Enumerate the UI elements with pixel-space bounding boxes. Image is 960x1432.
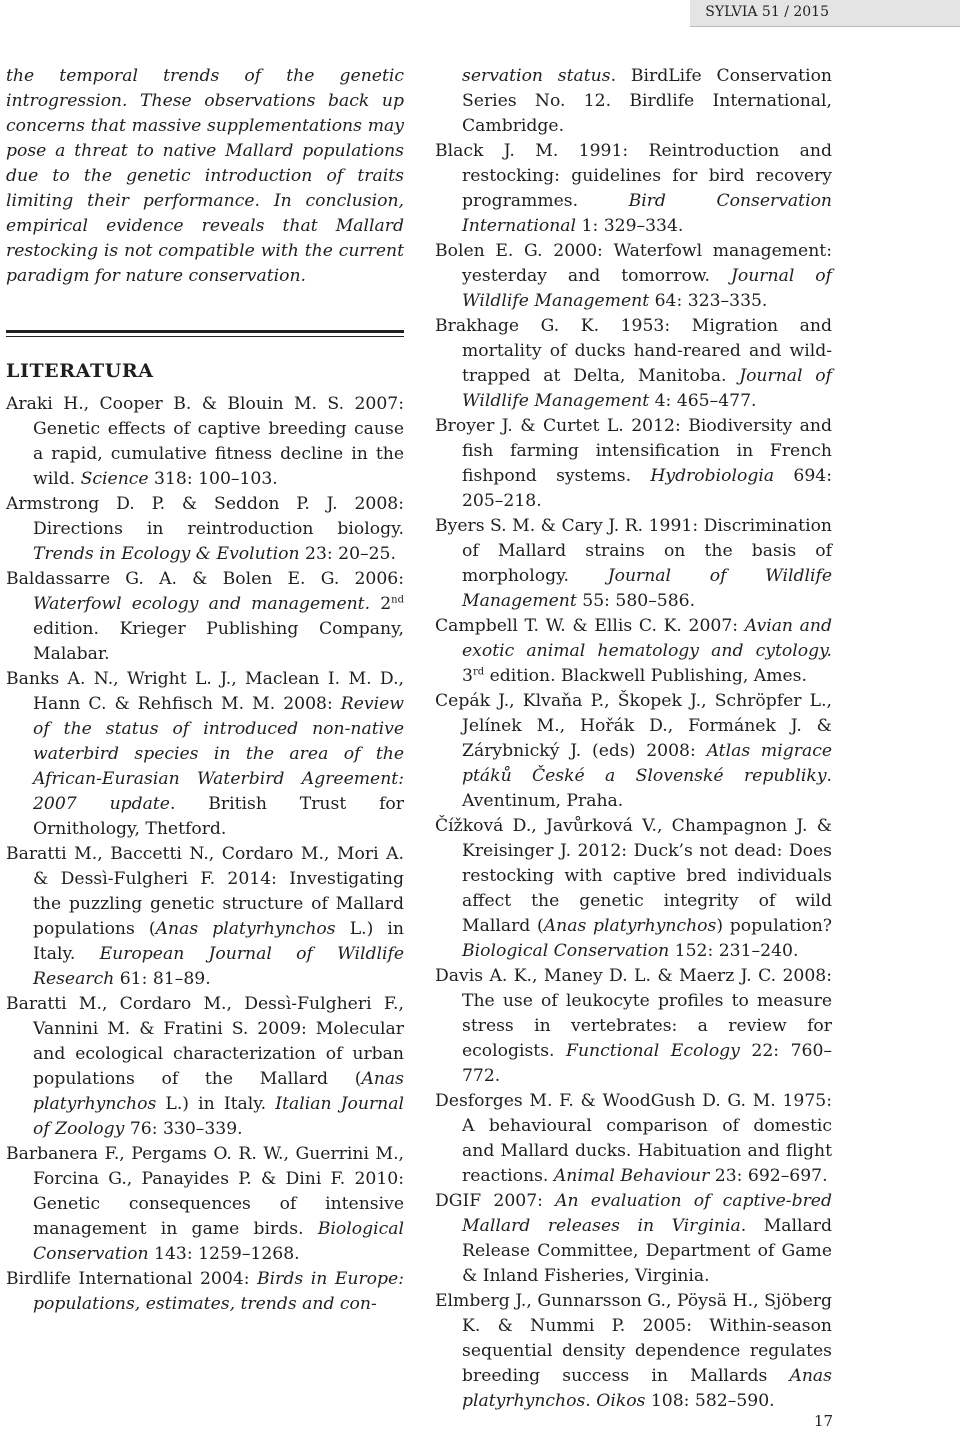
reference-text-segment: Armstrong D. P. & Seddon P. J. 2008: Directions in reintroduction biology. — [6, 494, 404, 539]
reference-text-segment: ) population? — [716, 916, 833, 936]
reference-text-segment: . Aventinum, Praha. — [462, 766, 832, 811]
section-divider — [6, 330, 404, 337]
reference-text-segment: 152: 231–240. — [669, 941, 799, 961]
reference-text-segment: Bolen E. G. 2000: Waterfowl management: yesterday and tomorrow. — [435, 241, 832, 286]
reference-text-segment: . Mallard Release Committee, Department of Game & Inland Fisheries, Virginia. — [462, 1216, 832, 1286]
reference-entry — [6, 392, 404, 492]
reference-italic-segment: Animal Behaviour — [553, 1166, 710, 1186]
reference-text-segment: Čížková D., Javůrková V., Champagnon J. & Kreisinger J. 2012: Duck’s not dead: Does restocking with captive bred individuals affect the genetic integrity of wild Mallard ( — [435, 816, 832, 936]
reference-italic-segment: Waterfowl ecology and management. — [33, 594, 371, 614]
reference-text-segment: Baldassarre G. A. & Bolen E. G. 2006: — [6, 569, 404, 589]
reference-italic-segment: European Journal of Wildlife Research — [33, 944, 404, 989]
reference-text-segment: 23: 692–697. — [709, 1166, 828, 1186]
reference-text-segment: Elmberg J., Gunnarsson G., Pöysä H., Sjöberg K. & Nummi P. 2005: Within-season sequential density dependence regulates breeding success in Mallards — [435, 1291, 832, 1386]
page-number: 17 — [814, 1412, 834, 1430]
reference-text-segment: L.) in Italy. — [33, 919, 404, 964]
reference-entry — [435, 689, 832, 814]
reference-italic-segment: Biological Conservation — [462, 941, 670, 961]
reference-text-segment: Black J. M. 1991: Reintroduction and restocking: guidelines for bird recovery programmes. — [435, 141, 832, 211]
reference-entry — [435, 964, 832, 1089]
reference-text-segment: 23: 20–25. — [299, 544, 396, 564]
reference-text-segment: Baratti M., Baccetti N., Cordaro M., Mori A. & Dessì-Fulgheri F. 2014: Investigating the puzzling genetic structure of Mallard populations ( — [6, 844, 404, 939]
reference-italic-segment: servation status — [462, 66, 611, 86]
reference-italic-segment: Journal of Wildlife Management — [462, 266, 832, 311]
reference-italic-segment: Anas platyrhynchos — [33, 1069, 404, 1114]
reference-entry — [6, 1142, 404, 1267]
reference-superscript: nd — [391, 594, 404, 606]
reference-text-segment: 108: 582–590. — [645, 1391, 775, 1411]
reference-italic-segment: Biological Conservation — [33, 1219, 404, 1264]
reference-text-segment: Desforges M. F. & WoodGush D. G. M. 1975: A behavioural comparison of domestic and Mallard ducks. Habituation and flight reactions. — [435, 1091, 832, 1186]
reference-italic-segment: Science — [80, 469, 149, 489]
reference-text-segment: Baratti M., Cordaro M., Dessì-Fulgheri F., Vannini M. & Fratini S. 2009: Molecular and ecological characterization of urban populations of the Mallard ( — [6, 994, 404, 1089]
reference-entry — [6, 842, 404, 992]
reference-entry — [435, 64, 832, 139]
reference-text-segment: 143: 1259–1268. — [148, 1244, 300, 1264]
reference-italic-segment: Atlas migrace ptáků České a Slovenské republiky — [462, 741, 832, 786]
reference-text-segment: Broyer J. & Curtet L. 2012: Biodiversity and fish farming intensification in French fishpond systems. — [435, 416, 832, 486]
reference-text-segment: 4: 465–477. — [649, 391, 757, 411]
reference-text-segment: edition. Blackwell Publishing, Ames. — [484, 666, 807, 686]
reference-text-segment: 55: 580–586. — [576, 591, 696, 611]
reference-text-segment: Banks A. N., Wright L. J., Maclean I. M. D., Hann C. & Rehfisch M. M. 2008: — [6, 669, 404, 714]
section-heading: LITERATURA — [6, 360, 154, 382]
reference-italic-segment: Anas platyrhynchos — [155, 919, 336, 939]
reference-text-segment: 61: 81–89. — [114, 969, 211, 989]
reference-text-segment: 318: 100–103. — [148, 469, 278, 489]
reference-italic-segment: Anas platyrhynchos — [462, 1366, 832, 1411]
reference-text-segment: edition. Krieger Publishing Company, Malabar. — [33, 619, 404, 664]
reference-entry — [435, 414, 832, 514]
reference-text-segment: Barbanera F., Pergams O. R. W., Guerrini M., Forcina G., Panayides P. & Dini F. 2010: Genetic consequences of intensive management in game birds. — [6, 1144, 404, 1239]
reference-text-segment: . BirdLife Conservation Series No. 12. Birdlife International, Cambridge. — [462, 66, 832, 136]
reference-italic-segment: Birds in Europe: populations, estimates, trends and con- — [33, 1269, 404, 1314]
reference-italic-segment: Journal of Wildlife Management — [462, 566, 832, 611]
reference-entry — [435, 1289, 832, 1414]
reference-italic-segment: Bird Conservation International — [462, 191, 832, 236]
reference-text-segment: 64: 323–335. — [649, 291, 768, 311]
reference-entry — [435, 239, 832, 314]
reference-entry — [435, 1089, 832, 1189]
reference-italic-segment: Italian Journal of Zoology — [33, 1094, 404, 1139]
reference-text-segment: Araki H., Cooper B. & Blouin M. S. 2007: Genetic effects of captive breeding cause a rapid, cumulative fitness decline in the wild. — [6, 394, 404, 489]
reference-entry — [6, 992, 404, 1142]
reference-entry — [6, 567, 404, 667]
reference-text-segment: . — [585, 1391, 597, 1411]
reference-superscript: rd — [472, 666, 485, 678]
reference-text-segment: 694: 205–218. — [462, 466, 832, 511]
reference-italic-segment: Functional Ecology — [566, 1041, 740, 1061]
right-reference-list — [435, 64, 832, 1414]
reference-entry — [435, 514, 832, 614]
reference-text-segment: 22: 760–772. — [462, 1041, 832, 1086]
reference-entry — [6, 492, 404, 567]
reference-italic-segment: Hydrobiologia — [650, 466, 775, 486]
reference-entry — [435, 139, 832, 239]
reference-entry — [435, 614, 832, 689]
reference-text-segment: Byers S. M. & Cary J. R. 1991: Discrimination of Mallard strains on the basis of morphology. — [435, 516, 832, 586]
reference-text-segment: Brakhage G. K. 1953: Migration and mortality of ducks hand-reared and wild-trapped at Delta, Manitoba. — [435, 316, 832, 386]
reference-entry — [435, 814, 832, 964]
reference-text-segment: Campbell T. W. & Ellis C. K. 2007: — [435, 616, 745, 636]
intro-paragraph: the temporal trends of the genetic introgression. These observations back up concerns that massive supplementations may pose a threat to native Mallard populations due to the genetic introduction of traits limiting their performance. In conclusion, empirical evidence reveals that Mallard restocking is not compatible with the current paradigm for nature conservation. — [6, 66, 404, 286]
reference-entry — [6, 1267, 404, 1317]
reference-text-segment: Birdlife International 2004: — [6, 1269, 258, 1289]
reference-text-segment: . British Trust for Ornithology, Thetford. — [33, 794, 404, 839]
reference-text-segment: 2 — [370, 594, 392, 614]
left-column — [6, 64, 404, 1317]
reference-italic-segment: Journal of Wildlife Management — [462, 366, 832, 411]
journal-header — [690, 0, 960, 27]
reference-text-segment: 3 — [462, 666, 473, 686]
reference-entry — [6, 667, 404, 842]
reference-italic-segment: An evaluation of captive-bred Mallard releases in Virginia — [462, 1191, 832, 1236]
reference-italic-segment: Anas platyrhynchos — [543, 916, 717, 936]
reference-italic-segment: Trends in Ecology & Evolution — [33, 544, 300, 564]
reference-italic-segment: Review of the status of introduced non-native waterbird species in the area of the African-Eurasian Waterbird Agreement: 2007 update — [33, 694, 404, 814]
reference-italic-segment: Avian and exotic animal hematology and cytology. — [462, 616, 832, 661]
reference-italic-segment: Oikos — [596, 1391, 646, 1411]
reference-text-segment: DGIF 2007: — [435, 1191, 556, 1211]
reference-entry — [435, 314, 832, 414]
reference-text-segment: 76: 330–339. — [124, 1119, 243, 1139]
reference-text-segment: Davis A. K., Maney D. L. & Maerz J. C. 2008: The use of leukocyte profiles to measure stress in vertebrates: a review for ecologists. — [435, 966, 832, 1061]
right-column — [435, 64, 832, 1414]
journal-header-label: SYLVIA 51 / 2015 — [705, 4, 829, 20]
left-reference-list — [6, 392, 404, 1317]
reference-text-segment: Cepák J., Klvaňa P., Škopek J., Schröpfer L., Jelínek M., Hořák D., Formánek J. & Zárybnický J. (eds) 2008: — [435, 691, 832, 761]
reference-text-segment: 1: 329–334. — [576, 216, 684, 236]
reference-text-segment: L.) in Italy. — [156, 1094, 276, 1114]
reference-entry — [435, 1189, 832, 1289]
